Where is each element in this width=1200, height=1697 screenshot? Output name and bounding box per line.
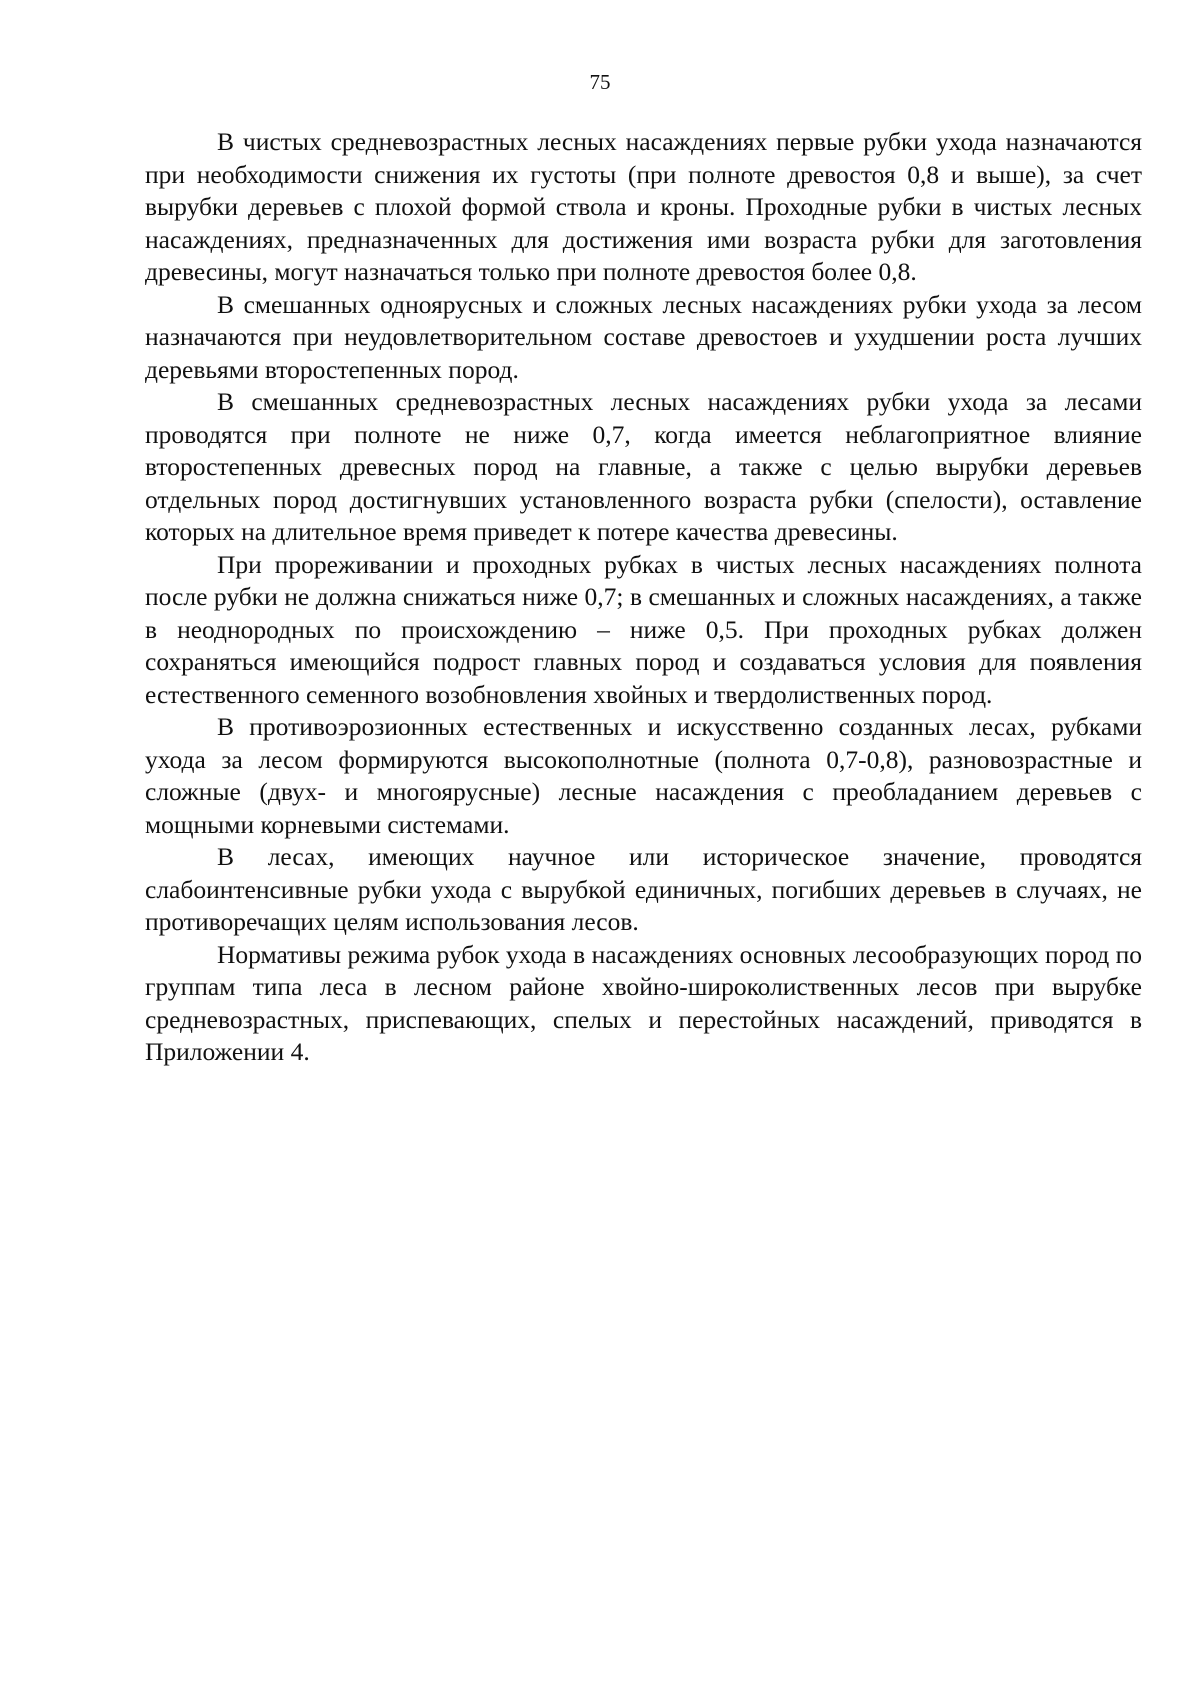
paragraph: В лесах, имеющих научное или историческое значение, проводятся слабоинтенсивные рубки ухода с вырубкой единичных, погибших деревьев в случаях, не противоречащих целям использования лесов. [145,842,1142,936]
paragraph: В чистых средневозрастных лесных насаждениях первые рубки ухода назначаются при необходимости снижения их густоты (при полноте древостоя 0,8 и выше), за счет вырубки деревьев с плохой формой ствола и кроны. Проходные рубки в чистых лесных насаждениях, предназначенных для достижения ими возраста рубки для заготовления древесины, могут назначаться только при полноте древостоя более 0,8. [145,127,1142,286]
paragraph: При прореживании и проходных рубках в чистых лесных насаждениях полнота после рубки не должна снижаться ниже 0,7; в смешанных и сложных насаждениях, а также в неоднородных по происхождению – ниже 0,5. При проходных рубках должен сохраняться имеющийся подрост главных пород и создаваться условия для появления естественного семенного возобновления хвойных и твердолиственных пород. [145,549,1142,709]
paragraph: В смешанных средневозрастных лесных насаждениях рубки ухода за лесами проводятся при полноте не ниже 0,7, когда имеется неблагоприятное влияние второстепенных древесных пород на главные, а также с целью вырубки деревьев отдельных пород достигнувших установленного возраста рубки (спелости), оставление которых на длительное время приведет к потере качества древесины. [145,387,1142,546]
paragraph: В смешанных одноярусных и сложных лесных насаждениях рубки ухода за лесом назначаются при неудовлетворительном составе древостоев и ухудшении роста лучших деревьями второстепенных пород. [145,289,1142,384]
body-text [145,126,1142,1069]
paragraph: Нормативы режима рубок ухода в насаждениях основных лесообразующих пород по группам типа леса в лесном районе хвойно-широколиственных лесов при вырубке средневозрастных, приспевающих, спелых и перестойных насаждений, приводятся в Приложении 4. [145,939,1142,1066]
paragraph: В противоэрозионных естественных и искусственно созданных лесах, рубками ухода за лесом формируются высокополнотные (полнота 0,7-0,8), разновозрастные и сложные (двух- и многоярусные) лесные насаждения с преобладанием деревьев с мощными корневыми системами. [145,712,1142,839]
page-number: 75 [589,70,611,94]
